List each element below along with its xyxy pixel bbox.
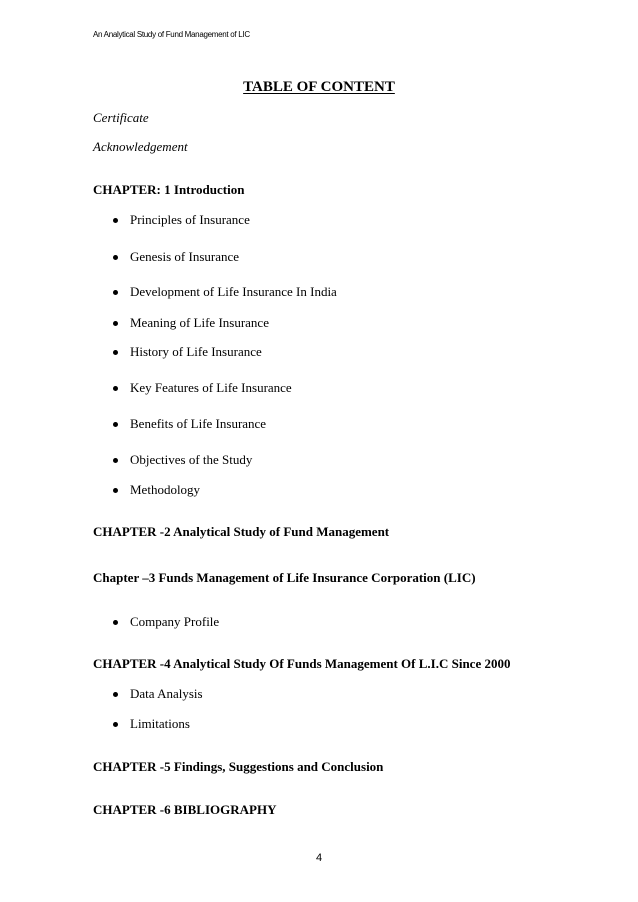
toc-bullet-label: History of Life Insurance xyxy=(130,344,262,359)
chapter-4-heading: CHAPTER -4 Analytical Study Of Funds Management Of L.I.C Since 2000 xyxy=(93,656,511,671)
page-number: 4 xyxy=(315,852,323,864)
toc-bullet-item xyxy=(113,344,262,360)
toc-bullet-item xyxy=(113,380,292,396)
toc-bullet-item xyxy=(113,315,269,331)
bullet-icon xyxy=(113,218,118,223)
toc-bullet-label: Benefits of Life Insurance xyxy=(130,416,267,431)
toc-bullet-label: Objectives of the Study xyxy=(130,452,253,467)
toc-bullet-label: Principles of Insurance xyxy=(130,212,250,227)
chapter-2-heading: CHAPTER -2 Analytical Study of Fund Management xyxy=(93,524,390,539)
toc-bullet-label: Development of Life Insurance In India xyxy=(130,284,337,299)
chapter-5-heading: CHAPTER -5 Findings, Suggestions and Conclusion xyxy=(93,759,384,774)
running-header: An Analytical Study of Fund Management of LIC xyxy=(93,30,250,39)
chapter-6-heading: CHAPTER -6 BIBLIOGRAPHY xyxy=(93,802,277,817)
bullet-icon xyxy=(113,458,118,463)
toc-bullet-item xyxy=(113,452,252,468)
toc-bullet-label: Data Analysis xyxy=(130,686,203,701)
bullet-icon xyxy=(113,290,118,295)
toc-bullet-item xyxy=(113,614,219,630)
page-title: TABLE OF CONTENT xyxy=(243,79,395,95)
bullet-icon xyxy=(113,386,118,391)
toc-bullet-item xyxy=(113,482,200,498)
bullet-icon xyxy=(113,488,118,493)
toc-bullet-label: Company Profile xyxy=(130,614,220,629)
bullet-icon xyxy=(113,722,118,727)
bullet-icon xyxy=(113,255,118,260)
bullet-icon xyxy=(113,620,118,625)
toc-bullet-item xyxy=(113,284,337,300)
toc-entry-certificate: Certificate xyxy=(93,110,149,125)
toc-bullet-label: Meaning of Life Insurance xyxy=(130,315,269,330)
bullet-icon xyxy=(113,422,118,427)
toc-entry-acknowledgement: Acknowledgement xyxy=(93,139,188,154)
chapter-1-heading: CHAPTER: 1 Introduction xyxy=(93,182,245,197)
toc-bullet-label: Limitations xyxy=(130,716,190,731)
bullet-icon xyxy=(113,692,118,697)
toc-bullet-item xyxy=(113,249,239,265)
toc-bullet-label: Genesis of Insurance xyxy=(130,249,240,264)
toc-bullet-item xyxy=(113,686,203,702)
bullet-icon xyxy=(113,350,118,355)
bullet-icon xyxy=(113,321,118,326)
toc-bullet-item xyxy=(113,416,266,432)
toc-bullet-item xyxy=(113,212,250,228)
toc-bullet-label: Methodology xyxy=(130,482,201,497)
toc-bullet-label: Key Features of Life Insurance xyxy=(130,380,292,395)
chapter-3-heading: Chapter –3 Funds Management of Life Insurance Corporation (LIC) xyxy=(93,570,476,585)
toc-bullet-item xyxy=(113,716,190,732)
